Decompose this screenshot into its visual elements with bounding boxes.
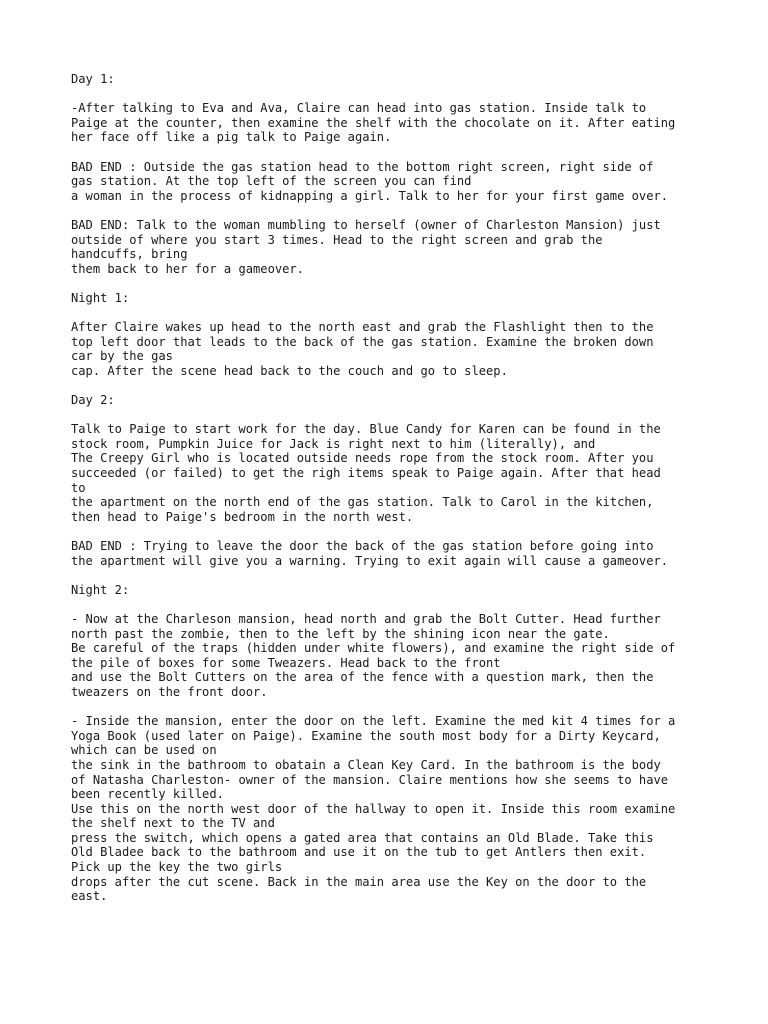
- paragraph-night2-heading: [71, 583, 711, 598]
- paragraph-day1-heading: [71, 72, 711, 87]
- text-line: The Creepy Girl who is located outside needs rope from the stock room. After you: [71, 451, 654, 466]
- text-line: a woman in the process of kidnapping a girl. Talk to her for your first game over.: [71, 188, 669, 203]
- text-line: them back to her for a gameover.: [71, 261, 304, 276]
- text-line: Day 2:: [71, 393, 115, 408]
- text-line: the shelf next to the TV and: [71, 816, 275, 831]
- text-line: north past the zombie, then to the left by the shining icon near the gate.: [71, 626, 610, 641]
- text-line: press the switch, which opens a gated area that contains an Old Blade. Take this: [71, 830, 654, 845]
- paragraph-bad-end-2: [71, 218, 711, 276]
- text-line: cap. After the scene head back to the couch and go to sleep.: [71, 363, 508, 378]
- text-line: the sink in the bathroom to obatain a Clean Key Card. In the bathroom is the body: [71, 757, 661, 772]
- document-page: [71, 72, 711, 918]
- paragraph-day2-heading: [71, 393, 711, 408]
- text-line: Use this on the north west door of the hallway to open it. Inside this room examine: [71, 801, 676, 816]
- text-line: - Now at the Charleson mansion, head north and grab the Bolt Cutter. Head further: [71, 611, 661, 626]
- text-line: Be careful of the traps (hidden under white flowers), and examine the right side of: [71, 641, 676, 656]
- text-line: -After talking to Eva and Ava, Claire can head into gas station. Inside talk to: [71, 101, 647, 116]
- paragraph-night1-walkthrough: [71, 320, 711, 378]
- text-line: tweazers on the front door.: [71, 684, 268, 699]
- text-line: succeeded (or failed) to get the righ items speak to Paige again. After that head: [71, 466, 661, 481]
- text-line: east.: [71, 889, 108, 904]
- text-line: which can be used on: [71, 743, 217, 758]
- text-line: outside of where you start 3 times. Head to the right screen and grab the: [71, 232, 603, 247]
- text-line: BAD END : Outside the gas station head to the bottom right screen, right side of: [71, 159, 654, 174]
- text-line: her face off like a pig talk to Paige again.: [71, 130, 392, 145]
- paragraph-bad-end-3: [71, 539, 711, 568]
- text-line: Pick up the key the two girls: [71, 860, 283, 875]
- paragraph-bad-end-1: [71, 160, 711, 204]
- text-line: After Claire wakes up head to the north east and grab the Flashlight then to the: [71, 320, 654, 335]
- text-line: Yoga Book (used later on Paige). Examine the south most body for a Dirty Keycard,: [71, 728, 661, 743]
- text-line: to: [71, 480, 86, 495]
- paragraph-day1-walkthrough: [71, 101, 711, 145]
- text-line: stock room, Pumpkin Juice for Jack is right next to him (literally), and: [71, 436, 596, 451]
- text-line: Paige at the counter, then examine the shelf with the chocolate on it. After eating: [71, 115, 676, 130]
- text-line: top left door that leads to the back of the gas station. Examine the broken down: [71, 334, 654, 349]
- text-line: of Natasha Charleston- owner of the mansion. Claire mentions how she seems to have: [71, 772, 669, 787]
- text-line: Old Bladee back to the bathroom and use it on the tub to get Antlers then exit.: [71, 845, 647, 860]
- text-line: Night 1:: [71, 290, 130, 305]
- text-line: Talk to Paige to start work for the day. Blue Candy for Karen can be found in the: [71, 422, 661, 437]
- text-line: Day 1:: [71, 72, 115, 86]
- text-line: been recently killed.: [71, 787, 224, 802]
- text-line: the pile of boxes for some Tweazers. Head back to the front: [71, 655, 501, 670]
- text-line: BAD END : Trying to leave the door the back of the gas station before going into: [71, 539, 654, 553]
- paragraph-night2-mansion-inside: [71, 714, 711, 904]
- text-line: gas station. At the top left of the screen you can find: [71, 174, 472, 189]
- text-line: Night 2:: [71, 582, 130, 597]
- text-line: then head to Paige's bedroom in the north west.: [71, 509, 414, 524]
- text-line: - Inside the mansion, enter the door on the left. Examine the med kit 4 times for a: [71, 714, 676, 729]
- text-line: drops after the cut scene. Back in the main area use the Key on the door to the: [71, 874, 647, 889]
- text-line: BAD END: Talk to the woman mumbling to herself (owner of Charleston Mansion) just: [71, 217, 661, 232]
- text-line: the apartment on the north end of the gas station. Talk to Carol in the kitchen,: [71, 495, 654, 510]
- paragraph-night1-heading: [71, 291, 711, 306]
- text-line: handcuffs, bring: [71, 247, 188, 262]
- text-line: and use the Bolt Cutters on the area of the fence with a question mark, then the: [71, 670, 654, 685]
- text-line: the apartment will give you a warning. Trying to exit again will cause a gameover.: [71, 553, 669, 568]
- paragraph-night2-mansion-outside: [71, 612, 711, 700]
- paragraph-day2-walkthrough: [71, 422, 711, 524]
- text-line: car by the gas: [71, 349, 173, 364]
